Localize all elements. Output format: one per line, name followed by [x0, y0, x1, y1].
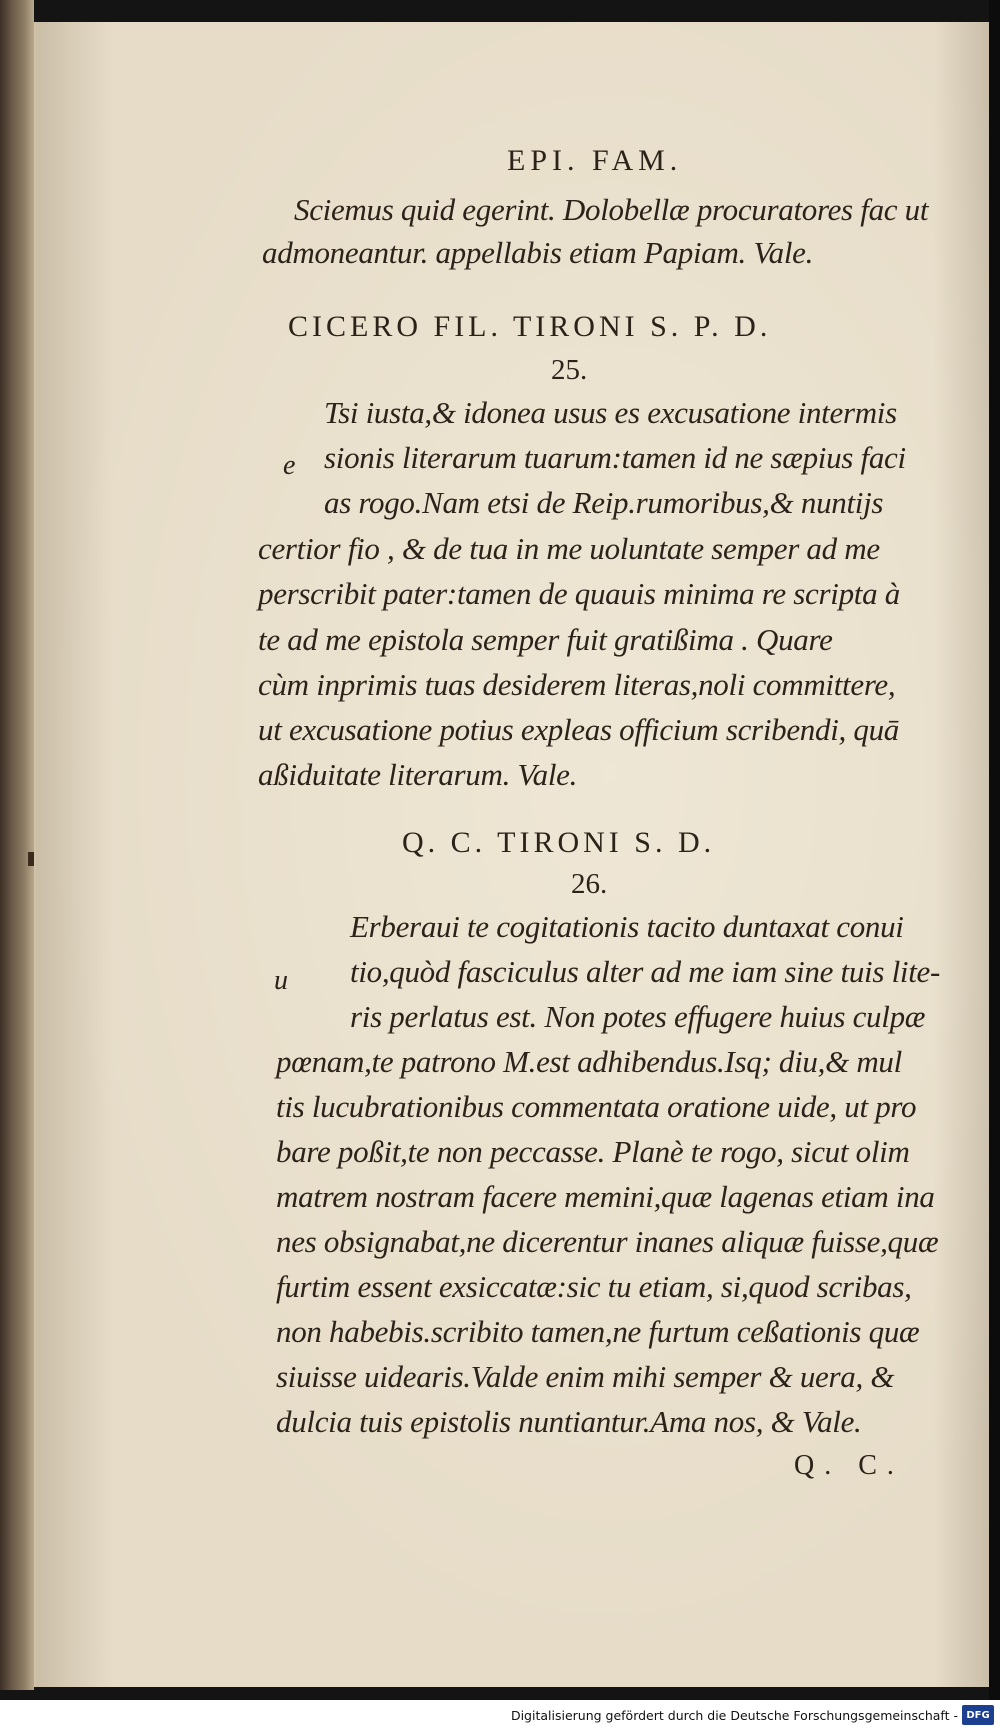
letter-heading: Q. C. TIRONI S. D. [402, 826, 716, 859]
text-line: Erberaui te cogitationis tacito duntaxat conui [350, 909, 904, 944]
text-line: cùm inprimis tuas desiderem literas,noli committere, [258, 667, 896, 702]
text-line: perscribit pater:tamen de quauis minima re scripta à [258, 576, 900, 611]
catchword: Q. C. [794, 1450, 904, 1481]
text-line: bare poßit,te non peccasse. Planè te rogo, sicut olim [276, 1134, 910, 1169]
text-line: tio,quòd fasciculus alter ad me iam sine tuis lite- [350, 954, 941, 989]
text-line: furtim essent exsiccatæ:sic tu etiam, si,quod scribas, [276, 1269, 912, 1304]
text-line: siuisse uidearis.Valde enim mihi semper & uera, & [276, 1359, 895, 1394]
text-line: matrem nostram facere memini,quæ lagenas etiam ina [276, 1179, 935, 1214]
text-line: admoneantur. appellabis etiam Papiam. Vale. [262, 235, 814, 270]
text-line: ris perlatus est. Non potes effugere huius culpæ [350, 999, 926, 1034]
letter-number: 26. [571, 868, 608, 900]
footer-credit: Digitalisierung gefördert durch die Deutsche Forschungsgemeinschaft - [510, 1708, 958, 1723]
text-line: tis lucubrationibus commentata oratione uide, ut pro [276, 1089, 917, 1124]
dfg-logo: DFG [962, 1705, 994, 1725]
text-line: ut excusatione potius expleas officium scribendi, quā [258, 712, 900, 747]
letter-heading: CICERO FIL. TIRONI S. P. D. [288, 310, 772, 343]
text-line: certior fio , & de tua in me uoluntate semper ad me [258, 531, 880, 566]
running-head: EPI. FAM. [507, 144, 683, 177]
initial-letter: e [283, 450, 296, 481]
text-line: te ad me epistola semper fuit gratißima . Quare [258, 622, 833, 657]
book-spine [0, 0, 34, 1690]
text-line: pœnam,te patrono M.est adhibendus.Isq; diu,& mul [276, 1044, 902, 1079]
letter-number: 25. [551, 354, 588, 386]
text-line: dulcia tuis epistolis nuntiantur.Ama nos, & Vale. [276, 1404, 862, 1439]
initial-letter: u [274, 965, 288, 996]
text-line: sionis literarum tuarum:tamen id ne sæpius faci [324, 440, 906, 475]
book-page [34, 22, 991, 1687]
text-line: aßiduitate literarum. Vale. [258, 757, 578, 792]
scan-edge-shadow [989, 0, 1000, 1700]
text-line: Tsi iusta,& idonea usus es excusatione intermis [324, 395, 897, 430]
text-line: non habebis.scribito tamen,ne furtum ceßationis quæ [276, 1314, 920, 1349]
text-line: Sciemus quid egerint. Dolobellæ procuratores fac ut [294, 192, 929, 227]
text-line: as rogo.Nam etsi de Reip.rumoribus,& nuntijs [324, 485, 884, 520]
text-line: nes obsignabat,ne dicerentur inanes aliquæ fuisse,quæ [276, 1224, 939, 1259]
